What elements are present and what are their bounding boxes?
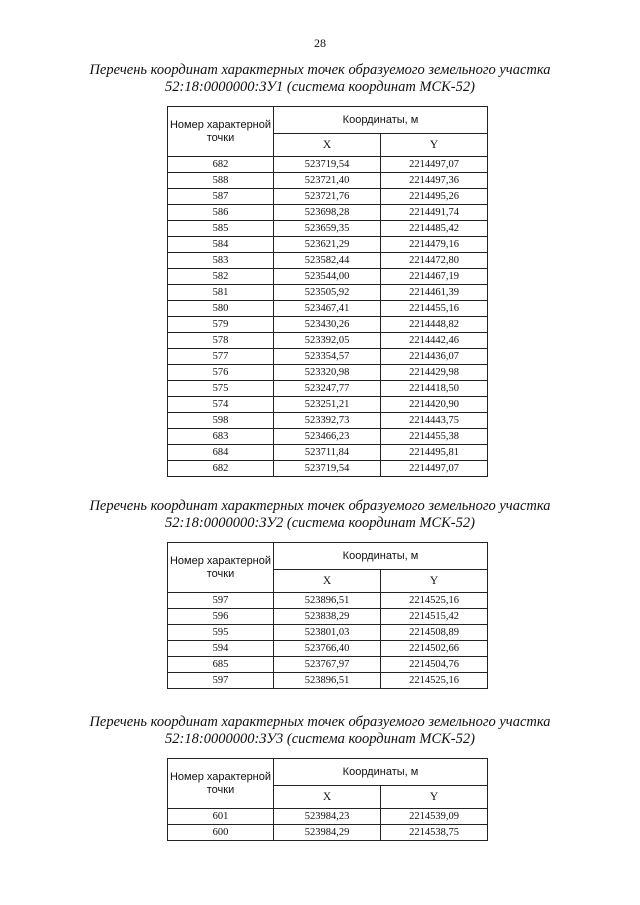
- x-coordinate-cell: 523251,21: [274, 397, 381, 413]
- table-row: [168, 205, 488, 221]
- table-row: [168, 625, 488, 641]
- point-number-cell: 574: [168, 397, 274, 413]
- x-coordinate-cell: 523721,40: [274, 173, 381, 189]
- header-x: X: [274, 134, 381, 157]
- section-zu3-heading: [0, 714, 640, 748]
- page-number: 28: [314, 36, 326, 50]
- point-number-cell: 588: [168, 173, 274, 189]
- y-coordinate-cell: 2214472,80: [381, 253, 488, 269]
- x-coordinate-cell: 523896,51: [274, 673, 381, 689]
- x-coordinate-cell: 523838,29: [274, 609, 381, 625]
- table-row: [168, 221, 488, 237]
- coordinates-table-zu1: [167, 106, 488, 477]
- table-row: [168, 397, 488, 413]
- table-row: [168, 825, 488, 841]
- x-coordinate-cell: 523766,40: [274, 641, 381, 657]
- table-row: [168, 461, 488, 477]
- section-zu2-heading: [0, 498, 640, 532]
- x-coordinate-cell: 523247,77: [274, 381, 381, 397]
- x-coordinate-cell: 523544,00: [274, 269, 381, 285]
- section-zu1-heading: [0, 62, 640, 96]
- y-coordinate-cell: 2214485,42: [381, 221, 488, 237]
- point-number-cell: 600: [168, 825, 274, 841]
- point-number-cell: 596: [168, 609, 274, 625]
- table-row: [168, 593, 488, 609]
- x-coordinate-cell: 523466,23: [274, 429, 381, 445]
- y-coordinate-cell: 2214525,16: [381, 593, 488, 609]
- y-coordinate-cell: 2214508,89: [381, 625, 488, 641]
- table-row: [168, 301, 488, 317]
- point-number-cell: 579: [168, 317, 274, 333]
- x-coordinate-cell: 523984,29: [274, 825, 381, 841]
- y-coordinate-cell: 2214461,39: [381, 285, 488, 301]
- point-number-cell: 595: [168, 625, 274, 641]
- point-number-cell: 587: [168, 189, 274, 205]
- table-row: [168, 253, 488, 269]
- point-number-cell: 683: [168, 429, 274, 445]
- x-coordinate-cell: 523505,92: [274, 285, 381, 301]
- header-coordinates: Координаты, м: [274, 759, 488, 786]
- x-coordinate-cell: 523719,54: [274, 461, 381, 477]
- coordinates-table-zu3: [167, 758, 488, 841]
- header-x: X: [274, 570, 381, 593]
- y-coordinate-cell: 2214497,07: [381, 157, 488, 173]
- y-coordinate-cell: 2214495,81: [381, 445, 488, 461]
- x-coordinate-cell: 523320,98: [274, 365, 381, 381]
- table-row: [168, 317, 488, 333]
- point-number-cell: 582: [168, 269, 274, 285]
- y-coordinate-cell: 2214502,66: [381, 641, 488, 657]
- point-number-cell: 594: [168, 641, 274, 657]
- table-row: [168, 237, 488, 253]
- section-heading: [0, 498, 640, 532]
- y-coordinate-cell: 2214515,42: [381, 609, 488, 625]
- header-point-number: Номер характерной точки: [168, 107, 274, 157]
- y-coordinate-cell: 2214525,16: [381, 673, 488, 689]
- x-coordinate-cell: 523801,03: [274, 625, 381, 641]
- y-coordinate-cell: 2214504,76: [381, 657, 488, 673]
- table-row: [168, 673, 488, 689]
- table-row: [168, 641, 488, 657]
- y-coordinate-cell: 2214442,46: [381, 333, 488, 349]
- x-coordinate-cell: 523896,51: [274, 593, 381, 609]
- heading-line-1: Перечень координат характерных точек образуемого земельного участка: [89, 714, 551, 730]
- point-number-cell: 682: [168, 461, 274, 477]
- point-number-cell: 585: [168, 221, 274, 237]
- x-coordinate-cell: 523430,26: [274, 317, 381, 333]
- point-number-cell: 598: [168, 413, 274, 429]
- y-coordinate-cell: 2214420,90: [381, 397, 488, 413]
- point-number-cell: 580: [168, 301, 274, 317]
- heading-line-2: 52:18:0000000:ЗУ3 (система координат МСК-52): [165, 731, 475, 747]
- y-coordinate-cell: 2214497,07: [381, 461, 488, 477]
- table-row: [168, 285, 488, 301]
- y-coordinate-cell: 2214495,26: [381, 189, 488, 205]
- x-coordinate-cell: 523354,57: [274, 349, 381, 365]
- point-number-cell: 584: [168, 237, 274, 253]
- y-coordinate-cell: 2214443,75: [381, 413, 488, 429]
- y-coordinate-cell: 2214429,98: [381, 365, 488, 381]
- point-number-cell: 682: [168, 157, 274, 173]
- table-row: [168, 349, 488, 365]
- point-number-cell: 685: [168, 657, 274, 673]
- x-coordinate-cell: 523467,41: [274, 301, 381, 317]
- table-row: [168, 157, 488, 173]
- y-coordinate-cell: 2214455,38: [381, 429, 488, 445]
- y-coordinate-cell: 2214455,16: [381, 301, 488, 317]
- header-point-number: Номер характерной точки: [168, 543, 274, 593]
- x-coordinate-cell: 523719,54: [274, 157, 381, 173]
- point-number-cell: 575: [168, 381, 274, 397]
- table-row: [168, 657, 488, 673]
- header-coordinates: Координаты, м: [274, 107, 488, 134]
- x-coordinate-cell: 523698,28: [274, 205, 381, 221]
- y-coordinate-cell: 2214467,19: [381, 269, 488, 285]
- header-y: Y: [381, 786, 488, 809]
- table-row: [168, 429, 488, 445]
- table-row: [168, 381, 488, 397]
- y-coordinate-cell: 2214448,82: [381, 317, 488, 333]
- x-coordinate-cell: 523392,73: [274, 413, 381, 429]
- header-y: Y: [381, 134, 488, 157]
- header-y: Y: [381, 570, 488, 593]
- heading-line-2: 52:18:0000000:ЗУ1 (система координат МСК-52): [165, 79, 475, 95]
- table-row: [168, 189, 488, 205]
- header-x: X: [274, 786, 381, 809]
- x-coordinate-cell: 523711,84: [274, 445, 381, 461]
- table-row: [168, 445, 488, 461]
- y-coordinate-cell: 2214491,74: [381, 205, 488, 221]
- y-coordinate-cell: 2214538,75: [381, 825, 488, 841]
- point-number-cell: 597: [168, 593, 274, 609]
- point-number-cell: 578: [168, 333, 274, 349]
- point-number-cell: 576: [168, 365, 274, 381]
- point-number-cell: 586: [168, 205, 274, 221]
- table-row: [168, 365, 488, 381]
- y-coordinate-cell: 2214418,50: [381, 381, 488, 397]
- point-number-cell: 581: [168, 285, 274, 301]
- heading-line-2: 52:18:0000000:ЗУ2 (система координат МСК-52): [165, 515, 475, 531]
- y-coordinate-cell: 2214497,36: [381, 173, 488, 189]
- x-coordinate-cell: 523767,97: [274, 657, 381, 673]
- y-coordinate-cell: 2214539,09: [381, 809, 488, 825]
- table-row: [168, 809, 488, 825]
- x-coordinate-cell: 523659,35: [274, 221, 381, 237]
- point-number-cell: 597: [168, 673, 274, 689]
- header-coordinates: Координаты, м: [274, 543, 488, 570]
- table-row: [168, 333, 488, 349]
- coordinates-table-zu2: [167, 542, 488, 689]
- heading-line-1: Перечень координат характерных точек образуемого земельного участка: [89, 498, 551, 514]
- x-coordinate-cell: 523392,05: [274, 333, 381, 349]
- x-coordinate-cell: 523621,29: [274, 237, 381, 253]
- point-number-cell: 684: [168, 445, 274, 461]
- x-coordinate-cell: 523984,23: [274, 809, 381, 825]
- section-heading: [0, 62, 640, 96]
- x-coordinate-cell: 523582,44: [274, 253, 381, 269]
- point-number-cell: 577: [168, 349, 274, 365]
- header-point-number: Номер характерной точки: [168, 759, 274, 809]
- table-row: [168, 269, 488, 285]
- point-number-cell: 601: [168, 809, 274, 825]
- table-row: [168, 413, 488, 429]
- table-row: [168, 173, 488, 189]
- point-number-cell: 583: [168, 253, 274, 269]
- y-coordinate-cell: 2214436,07: [381, 349, 488, 365]
- table-row: [168, 609, 488, 625]
- y-coordinate-cell: 2214479,16: [381, 237, 488, 253]
- section-heading: [0, 714, 640, 748]
- x-coordinate-cell: 523721,76: [274, 189, 381, 205]
- heading-line-1: Перечень координат характерных точек образуемого земельного участка: [89, 62, 551, 78]
